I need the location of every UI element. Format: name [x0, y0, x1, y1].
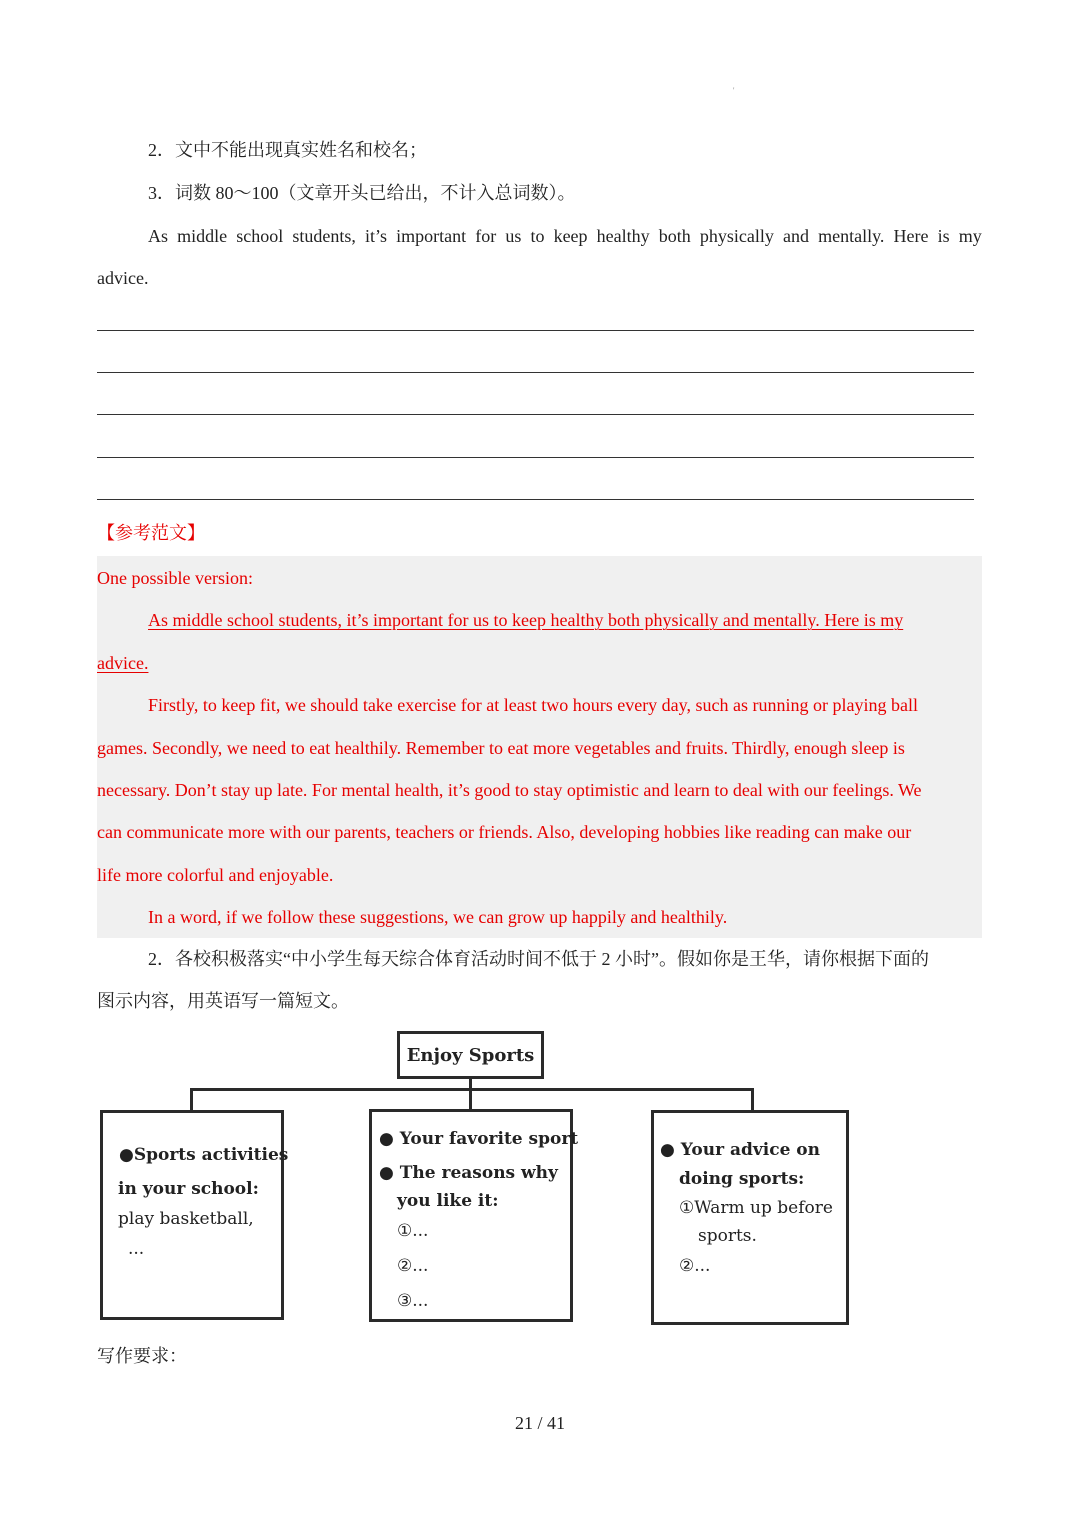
box-text: ②...: [679, 1256, 711, 1276]
lead-word: keep: [553, 226, 588, 246]
box-text: in your school:: [118, 1179, 259, 1199]
box-text: ③...: [397, 1291, 429, 1311]
requirement-item-3: 3．词数 80～100（文章开头已给出，不计入总词数）。: [148, 183, 576, 203]
lead-word: middle: [177, 226, 228, 246]
connector-line: [190, 1088, 193, 1111]
diagram-box-activities: [100, 1110, 289, 1320]
lead-word: Here: [893, 226, 929, 246]
answer-blank-line[interactable]: [97, 414, 974, 415]
lead-word: and: [782, 226, 809, 246]
reference-heading: 【参考范文】: [97, 523, 205, 543]
lead-word: physically: [699, 226, 774, 246]
lead-word: As: [148, 226, 169, 246]
question2-prompt-line1: 2．各校积极落实“中小学生每天综合体育活动时间不低于 2 小时”。假如你是王华，请你根据下面的: [148, 949, 929, 969]
reference-body-line: Firstly, to keep fit, we should take exercise for at least two hours every day, such as running or playing ball: [148, 695, 918, 715]
answer-blank-line[interactable]: [97, 330, 974, 331]
box-text: ●Sports activities: [119, 1145, 289, 1165]
reference-body-line: can communicate more with our parents, teachers or friends. Also, developing hobbies like reading can make our: [97, 822, 912, 842]
requirement-item-2: 2．文中不能出现真实姓名和校名；: [148, 140, 427, 160]
box-text: doing sports:: [679, 1169, 805, 1189]
reference-label: One possible version:: [97, 568, 253, 588]
reference-lead-line2: advice.: [97, 653, 149, 673]
box-text: you like it:: [397, 1191, 499, 1211]
writing-requirements-heading: 写作要求：: [97, 1346, 187, 1366]
reference-lead-line1: As middle school students, it’s important for us to keep healthy both physically and mentally. Here is my: [148, 610, 904, 630]
box-text: ①...: [397, 1221, 429, 1241]
page-number: 21 / 41: [514, 1413, 565, 1433]
answer-blank-line[interactable]: [97, 457, 974, 458]
diagram-title: Enjoy Sports: [406, 1044, 535, 1066]
lead-word: healthy: [596, 226, 650, 246]
lead-sentence-line1: [148, 224, 982, 248]
lead-word: my: [958, 226, 982, 246]
lead-word: important: [396, 226, 467, 246]
reference-body-line: life more colorful and enjoyable.: [97, 865, 334, 885]
lead-word: to: [530, 226, 545, 246]
lead-word: it’s: [364, 226, 387, 246]
answer-blank-line[interactable]: [97, 372, 974, 373]
lead-word: both: [658, 226, 691, 246]
connector-line: [190, 1088, 754, 1091]
lead-word: for: [475, 226, 497, 246]
box-text: ● The reasons why: [379, 1163, 558, 1183]
lead-word: is: [937, 226, 950, 246]
reference-body-line: necessary. Don’t stay up late. For mental health, it’s good to stay optimistic and learn to deal with our feelings. We: [97, 780, 922, 800]
box-text: ①Warm up before: [679, 1198, 833, 1218]
box-text: ● Your advice on: [660, 1140, 821, 1160]
box-text: sports.: [698, 1226, 757, 1246]
lead-word: school: [236, 226, 284, 246]
box-text: ...: [128, 1239, 145, 1259]
lead-word: mentally.: [818, 226, 885, 246]
box-text: play basketball,: [118, 1209, 254, 1229]
diagram-title-box: [397, 1031, 544, 1079]
lead-word: students,: [292, 226, 356, 246]
connector-line: [751, 1088, 754, 1111]
header-mark: ': [733, 86, 735, 95]
diagram-box-favorite-sport: [369, 1109, 579, 1322]
diagram-box-advice: [651, 1110, 849, 1325]
answer-blank-line[interactable]: [97, 499, 974, 500]
lead-sentence-line2: advice.: [97, 268, 149, 288]
lead-word: us: [505, 226, 522, 246]
question2-prompt-line2: 图示内容，用英语写一篇短文。: [97, 991, 349, 1011]
connector-line: [469, 1088, 472, 1110]
reference-body-line: games. Secondly, we need to eat healthily. Remember to eat more vegetables and fruits. Thirdly, enough sleep is: [97, 738, 905, 758]
box-text: ● Your favorite sport: [379, 1129, 579, 1149]
reference-closing: In a word, if we follow these suggestions, we can grow up happily and healthily.: [148, 907, 728, 927]
box-text: ②...: [397, 1256, 429, 1276]
